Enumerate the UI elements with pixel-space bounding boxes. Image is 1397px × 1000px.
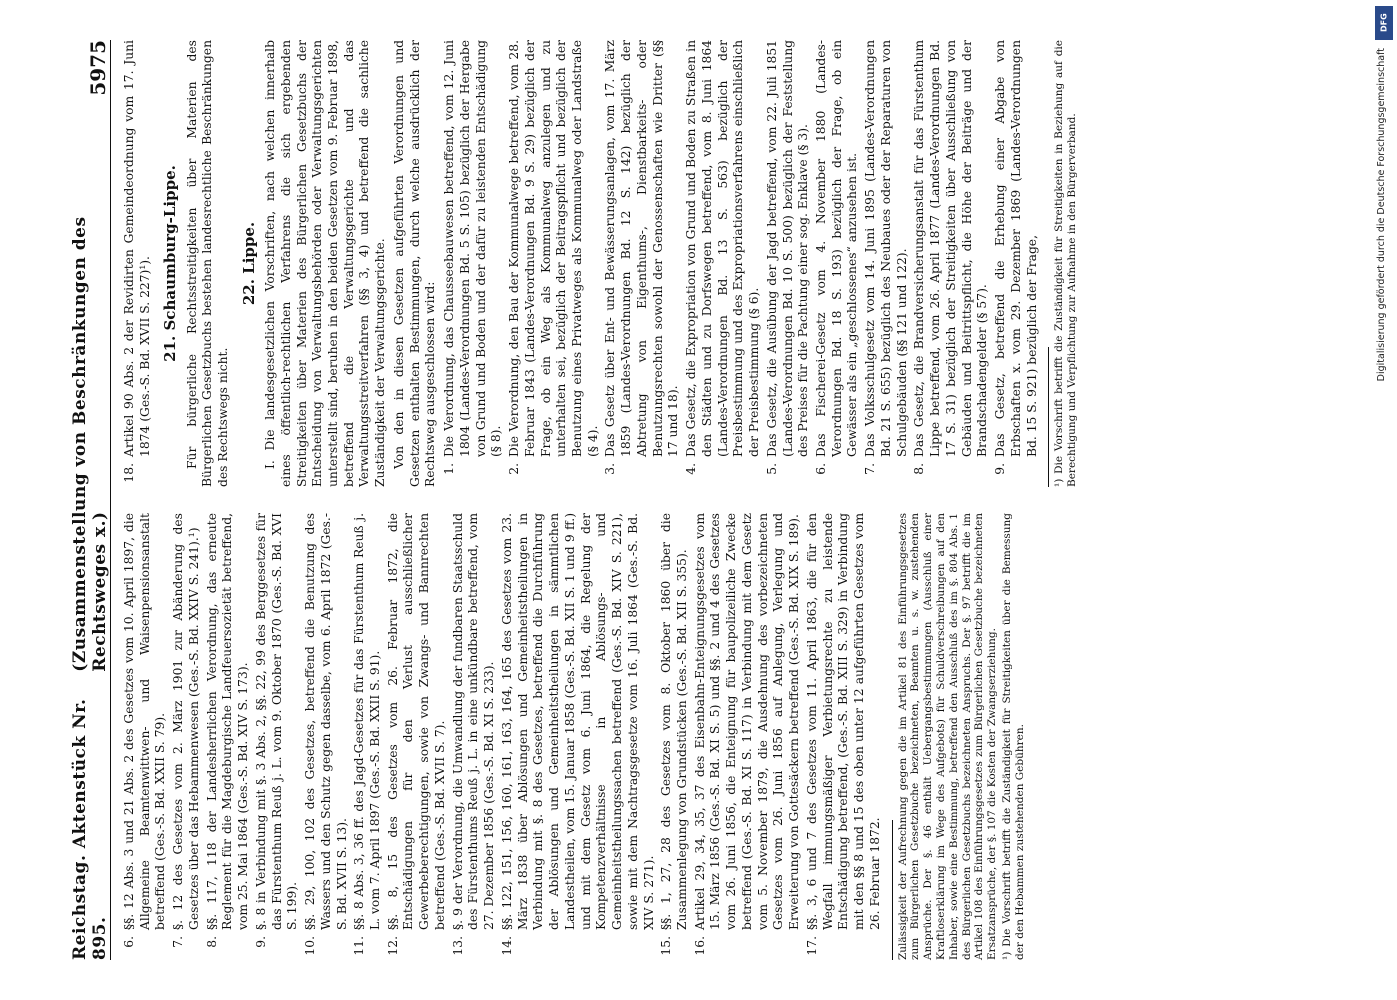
- list-item: [171, 513, 202, 960]
- item-number: 1.: [442, 463, 457, 475]
- item-number: 6.: [122, 936, 136, 948]
- list-item: [303, 513, 350, 960]
- header-center: (Zusammenstellung von Beschränkungen des Rechtsweges x.): [70, 216, 110, 672]
- list-item: [765, 40, 812, 487]
- item-number: 7.: [863, 463, 878, 475]
- list-item: [122, 513, 169, 960]
- item-number: 7.: [171, 936, 186, 948]
- footnote-rule: [892, 820, 893, 960]
- item-number: 13.: [450, 936, 465, 956]
- item-number: 8.: [912, 463, 927, 475]
- list-item: [863, 40, 910, 487]
- page-header: [70, 40, 111, 960]
- list-item: [912, 40, 991, 487]
- section-21-text: Für bürgerliche Rechtsstreitigkeiten über Materien des Bürgerlichen Gesetzbuchs bestehen landesrechtliche Beschränkungen des Rechtswegs nicht.: [184, 40, 231, 487]
- item-number: 3.: [603, 463, 618, 475]
- list-item: [693, 513, 803, 960]
- item-text: §§. 8, 15 des Gesetzes vom 26. Februar 1872, die Entschädigungen für den Verlust ausschließlicher Gewerbeberechtigungen, sowie von Zwangs- und Bannrechten betreffend (Ges.-S. Bd. XVII S. 7).: [385, 513, 447, 930]
- item-text: Die Verordnung, das Chausseebauwesen betreffend, vom 12. Juni 1804 (Landes-Verordnungen Bd. 5 S. 105) bezüglich der Hergabe von Grund und Boden und der dafür zu leistenden Entschädigung (§ 8).: [442, 40, 504, 457]
- list-item: [684, 40, 763, 487]
- footnote: ¹) Die Vorschrift betrifft die Zuständigkeit für Streitigkeiten über die Bemessung der den Hebammen zustehenden Gebühren.: [1000, 513, 1026, 960]
- item-text: §. 9 der Verordnung, die Umwandlung der fundbaren Staatsschuld des Fürstenthums Reuß j. L. in eine unkündbare betreffend, vom 27. Dezember 1856 (Ges.-S. Bd. XI S. 233).: [450, 513, 497, 930]
- item-number: 5.: [764, 463, 779, 475]
- item-number: 18.: [122, 463, 136, 483]
- right-column: [122, 40, 1322, 487]
- item-text: Das Volksschulgesetz vom 14. Juni 1895 (Landes-Verordnungen Bd. 21 S. 655) bezüglich des Neubaues oder der Reparaturen von Schulgebäuden (§§ 121 und 122).: [863, 40, 909, 457]
- item-text: §§. 8 Abs. 3, 36 ff. des Jagd-Gesetzes für das Fürstenthum Reuß j. L. vom 7. April 1897 (Ges.-S. Bd. XXII S. 91).: [352, 513, 383, 930]
- list-item: [352, 513, 383, 960]
- list-item: [442, 40, 505, 487]
- item-number: 17.: [804, 936, 819, 956]
- right-footnote: ¹) Die Vorschrift betrifft die Zuständigkeit für Streitigkeiten in Beziehung auf die Berechtigung und Verpflichtung zur Aufnahme in den Bürgerverband.: [1053, 40, 1079, 487]
- list-item: [993, 40, 1040, 487]
- list-item: [603, 40, 682, 487]
- item-text: §. 8 in Verbindung mit §. 3 Abs. 2, §§. 22, 99 des Berggesetzes für das Fürstenthum Reuß j. L. vom 9. Oktober 1870 (Ges.-S. Bd. XVI S. 199).: [253, 513, 300, 930]
- item-text: §§. 29, 100, 102 des Gesetzes, betreffend die Benutzung des Wassers und den Schutz gegen dasselbe, vom 6. April 1872 (Ges.-S. Bd. XVII S. 13).: [303, 513, 349, 930]
- dfg-logo: DFG: [1375, 6, 1393, 40]
- item-number: 6.: [814, 463, 829, 475]
- item-text: Das Gesetz, die Brandversicherungsanstalt für das Fürstenthum Lippe betreffend, vom 26. April 1877 (Landes-Verordnungen Bd. 17 S. 31) bezüglich der Streitigkeiten über Ausschließung von Gebäuden und Beitrittspflicht, die Höhe der Beiträge und der Brandschadengelder (§ 57).: [912, 40, 990, 457]
- item-number: 2.: [507, 463, 522, 475]
- item-text: §. 12 des Gesetzes vom 2. März 1901 zur Abänderung des Gesetzes über das Hebammenwesen (Ges.-S. Bd. XXIV S. 241).¹): [171, 513, 201, 930]
- item-text: Das Gesetz, die Expropriation von Grund und Boden zu Straßen in den Städten und zu Dorfswegen betreffend, vom 8. Juni 1864 (Landes-Verordnungen Bd. 13 S. 563) bezüglich der Preisbestimmung und des Expropriationsverfahrens einschließlich der Preisbestimmung (§ 6).: [684, 40, 762, 457]
- page-number: 5975: [86, 40, 110, 96]
- section-22-para-1: I. Die landesgesetzlichen Vorschriften, nach welchen innerhalb eines öffentlich-rechtlichen Verfahrens die sich ergebenden Streitigkeiten über Materien des Bürgerlichen Gesetzbuchs der Entscheidung von Verwaltungsbehörden oder Verwaltungsgerichten unterstellt sind, beruhen in den beiden Gesetzen vom 9. Februar 1898, betreffend die Verwaltungsgerichte und das Verwaltungsstreitverfahren (§§ 3, 4) und betreffend die sachliche Zuständigkeit der Verwaltungsgerichte.: [263, 40, 388, 487]
- list-item: [451, 513, 498, 960]
- list-item: [254, 513, 301, 960]
- item-number: 16.: [692, 936, 707, 956]
- item-number: 9.: [993, 463, 1008, 475]
- item-text: §§. 3, 6 und 7 des Gesetzes vom 11. April 1863, die für den Wegfall immungsmäßiger Verbietungsrechte zu leistende Entschädigung betreffend, (Ges.-S. Bd. XIII S. 329) in Verbindung mit den §§ 8 und 15 des oben unter 12 aufgeführten Gesetzes vom 26. Februar 1872.: [804, 513, 882, 930]
- item-text: Artikel 29, 34, 35, 37 des Eisenbahn-Enteignungsgesetzes vom 15. März 1856 (Ges.-S. Bd. XI S. 5) und §§. 2 und 4 des Gesetzes vom 26. Juni 1856, die Enteignung für baupolizeiliche Zwecke betreffend (Ges.-S. Bd. XI S. 117) in Verbindung mit dem Gesetz vom 5. November 1879, die Ausdehnung des vorbezeichneten Gesetzes vom 26. Juni 1856 auf Anlegung, Verlegung und Erweiterung von Gottesäckern betreffend (Ges.-S. Bd. XIX S. 189).: [692, 513, 802, 930]
- list-item: [814, 40, 861, 487]
- item-number: 15.: [659, 936, 674, 956]
- item-text: §§. 1, 27, 28 des Gesetzes vom 8. Oktober 1860 über die Zusammenlegung von Grundstücken (Ges.-S. Bd. XII S. 355).: [659, 513, 689, 930]
- item-number: 14.: [499, 936, 514, 956]
- footnote-rule: [1048, 347, 1049, 487]
- list-item: [507, 40, 601, 487]
- item-text: Das Gesetz, die Ausübung der Jagd betreffend, vom 22. Juli 1851 (Landes-Verordnungen Bd. 10 S. 500) bezüglich der Feststellung des Preises für die Pachtung einer sog. Enklave (§ 3).: [764, 40, 811, 457]
- item-text: §§. 117, 118 der Landesherrlichen Verordnung, das erneute Reglement für die Magdeburgische Landfeuersozietät betreffend, vom 25. Mai 1864 (Ges.-S. Bd. XIV S. 173).: [204, 513, 251, 930]
- item-text: Die Verordnung, den Bau der Kommunalwege betreffend, vom 28. Februar 1843 (Landes-Verordnungen Bd. 9 S. 29) bezüglich der Frage, ob ein Weg als Kommunalweg anzulegen und zu unterhalten sei, bezüglich der Beitragspflicht und bezüglich der Benutzung eines Privatweges als Kommunalweg oder Landstraße (§ 4).: [507, 40, 600, 457]
- item-number: 9.: [253, 936, 268, 948]
- list-item: [122, 40, 153, 487]
- text-columns: [122, 40, 1322, 960]
- list-item: [386, 513, 449, 960]
- left-column: [122, 513, 1322, 960]
- list-item: [659, 513, 690, 960]
- section-21-title: 21. Schaumburg-Lippe.: [161, 165, 180, 362]
- list-item: [500, 513, 657, 960]
- footnote: Zulässigkeit der Aufrechnung gegen die im Artikel 81 des Einführungsgesetzes zum Bürgerlichen Gesetzbuche bezeichneten, Beamten u. s. w. zustehenden Ansprüche. Der §. 46 enthält Uebergangsbestimmungen (Ausschluß einer Kraftloserklärung im Wege des Aufgebots) für Schuldverschreibungen auf den Inhaber, sowie eine Bestimmung, betreffend den Ausschluß des im §. 804 Abs. 1 des Bürgerlichen Gesetzbuchs bezeichneten Anspruchs. Der §. 97 betrifft die im Artikel 108 des Einführungsgesetzes zum Bürgerlichen Gesetzbuche bezeichneten Ersatzansprüche, der §. 107 die Kosten der Zwangserziehung.: [896, 513, 999, 960]
- item-text: Das Gesetz über Ent- und Bewässerungsanlagen, vom 17. März 1859 (Landes-Verordnungen Bd. 12 S. 142) bezüglich der Abtretung von Eigenthums-, Dienstbarkeits- oder Benutzungsrechten sowohl der Genossenschaften wie Dritter (§§ 17 und 18).: [603, 40, 681, 457]
- header-left: Reichstag. Aktenstück Nr. 895.: [70, 698, 110, 960]
- item-number: 8.: [204, 936, 219, 948]
- item-text: Das Gesetz, betreffend die Erhebung einer Abgabe von Erbschaften x. vom 29. Dezember 1869 (Landes-Verordnungen Bd. 15 S. 921) bezüglich der Frage,: [993, 40, 1039, 457]
- section-22-para-2: Von den in diesen Gesetzen aufgeführten Verordnungen und Gesetzen enthalten Bestimmungen, durch welche ausdrücklich der Rechtsweg ausgeschlossen wird:: [391, 40, 438, 487]
- item-text: §§. 12 Abs. 3 und 21 Abs. 2 des Gesetzes vom 10. April 1897, die Allgemeine Beamtenwittwen- und Waisenpensionsanstalt betreffend (Ges.-S. Bd. XXII S. 79).: [122, 513, 168, 930]
- rotated-page-content: [70, 40, 1370, 960]
- item-number: 10.: [303, 936, 318, 956]
- item-text: §§. 122, 151, 156, 160, 161, 163, 164, 165 des Gesetzes vom 23. März 1838 über Ablösungen und Gemeinheitstheilungen in Verbindung mit §. 8 des Gesetzes, betreffend die Durchführung der Ablösungen und Gemeinheitstheilungen in sämmtlichen Landestheilen, vom 15. Januar 1858 (Ges.-S. Bd. XII S. 1 und 9 ff.) und mit dem Gesetz vom 6. Juni 1864, die Regelung der Kompetenzverhältnisse in Ablösungs- und Gemeinheitstheilungssachen betreffend (Ges.-S. Bd. XIV S. 221), sowie mit dem Nachtragsgesetze vom 16. Juli 1864 (Ges.-S. Bd. XIV S. 271).: [499, 513, 656, 930]
- item-number: 11.: [352, 936, 367, 956]
- item-number: 4.: [684, 463, 699, 475]
- item-text: Artikel 90 Abs. 2 der Revidirten Gemeindeordnung vom 17. Juni 1874 (Ges.-S. Bd. XVII S. 227)¹).: [122, 40, 152, 457]
- item-text: Das Fischerei-Gesetz vom 4. November 1880 (Landes-Verordnungen Bd. 18 S. 193) bezüglich der Frage, ob ein Gewässer als ein „geschlossenes“ anzusehen ist.: [814, 40, 860, 457]
- digitization-sidebar: [1373, 0, 1395, 1000]
- section-22-title: 22. Lippe.: [239, 221, 258, 306]
- digitization-credit: Digitalisierung gefördert durch die Deutsche Forschungsgemeinschaft: [1376, 48, 1387, 382]
- item-number: 12.: [385, 936, 400, 956]
- list-item: [205, 513, 252, 960]
- list-item: [805, 513, 884, 960]
